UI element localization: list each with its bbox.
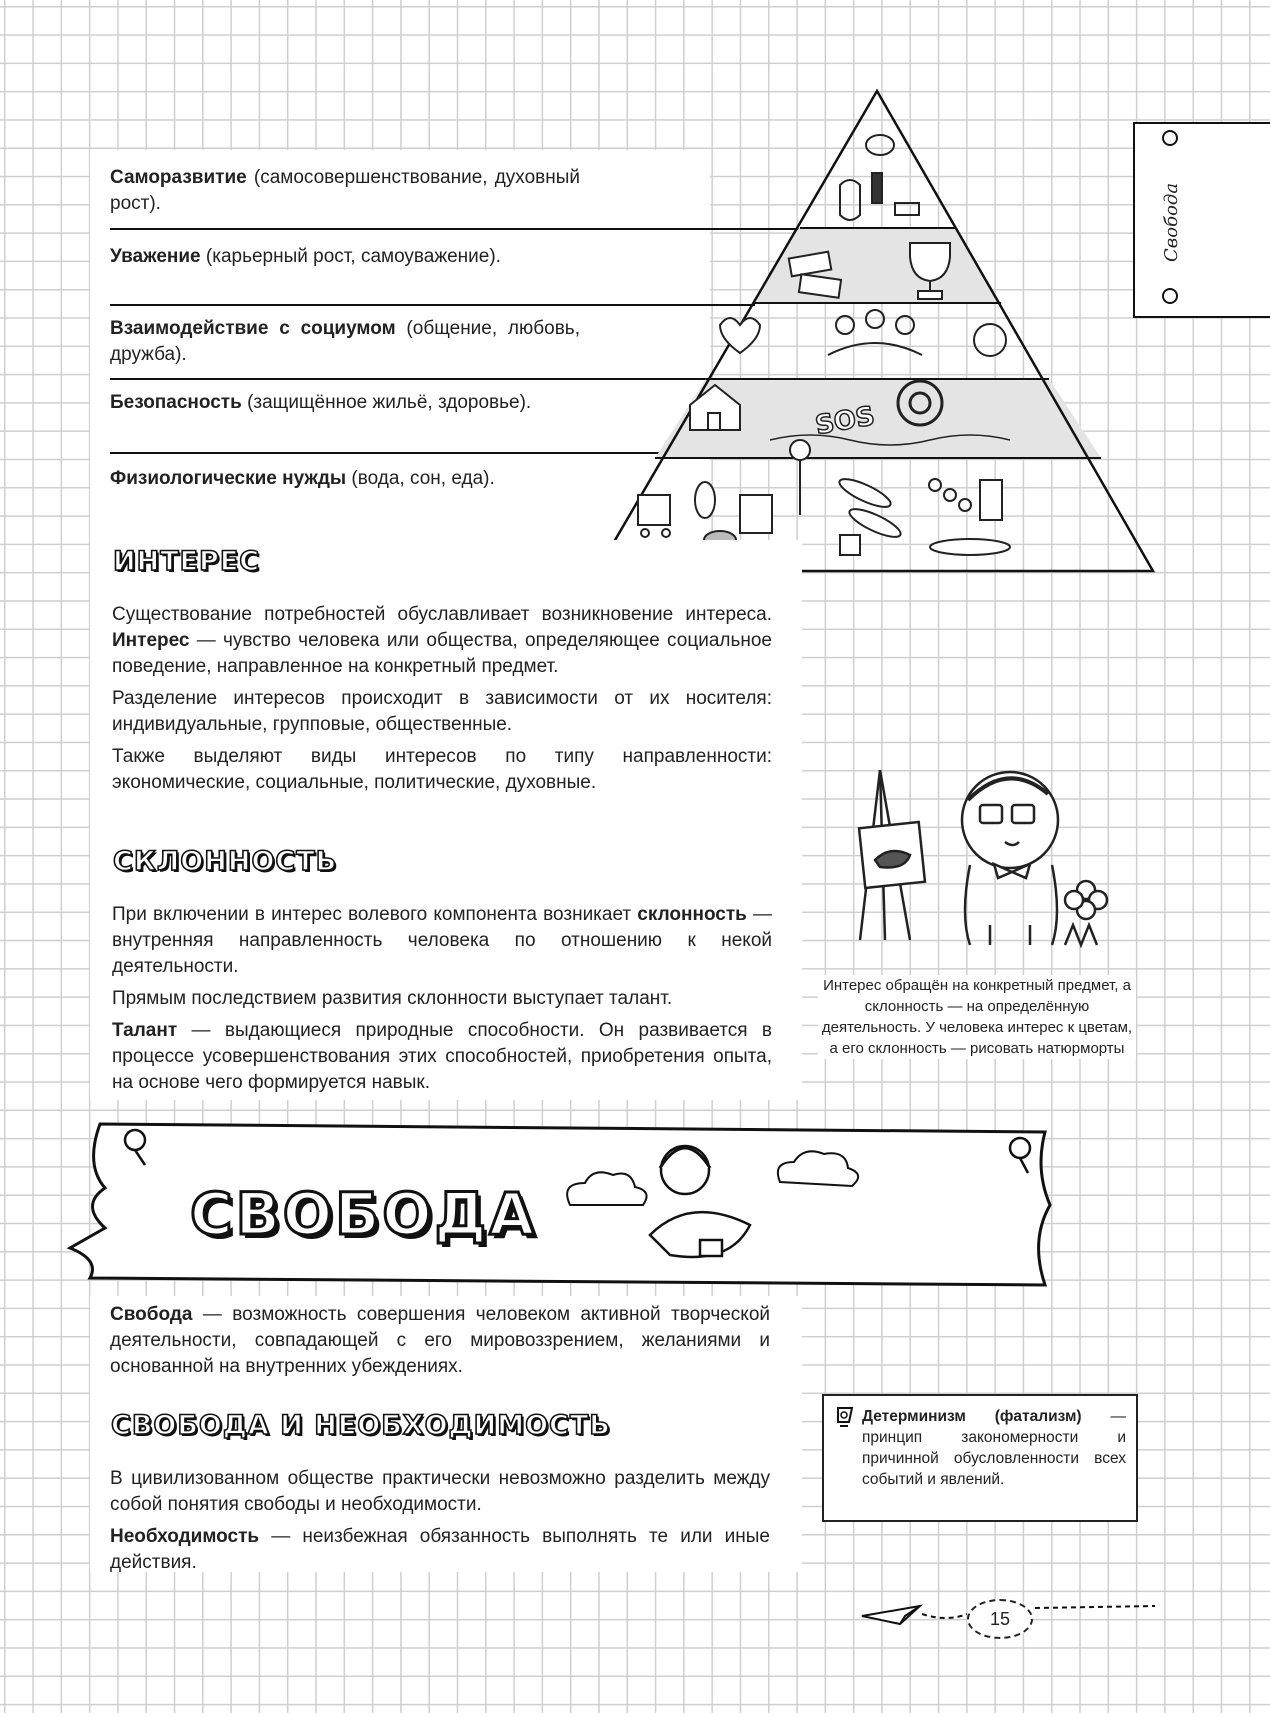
- determinism-note: [822, 1394, 1138, 1522]
- inclination-text: [112, 902, 772, 1102]
- interest-paragraph: Существование потребностей обуславливает возникновение интереса. Интерес — чувство человека или общества, определяющее социальное поведение, направленное на конкретный предмет.: [112, 604, 772, 677]
- interest-text: [112, 602, 772, 802]
- determinism-text: Детерминизм (фатализм) — принцип закономерности и причинной обусловленности всех событий и явлений.: [862, 1408, 1126, 1488]
- sos-label: SOS: [813, 401, 877, 442]
- needs-pyramid-illustration: [590, 85, 1160, 575]
- illustration-caption: Интерес обращён на конкретный предмет, а склонность — на определённую деятельность. У человека интерес к цветам, а его склонность — рисовать натюрморты: [818, 975, 1136, 1059]
- necessity-paragraph: Необходимость — неизбежная обязанность выполнять те или иные действия.: [110, 1526, 770, 1573]
- interest-paragraph: Разделение интересов происходит в зависимости от их носителя: индивидуальные, групповые, общественные.: [112, 688, 772, 735]
- lightbulb-icon: [830, 1404, 856, 1430]
- section-heading-interest: ИНТЕРЕС: [113, 546, 261, 577]
- pyramid-row-physiology: Физиологические нужды (вода, сон, еда).: [110, 468, 495, 489]
- pyramid-row-safety: Безопасность (защищённое жильё, здоровье).: [110, 392, 532, 413]
- people-hearts-icon: [720, 310, 1006, 356]
- freedom-paragraph: Свобода — возможность совершения человеком активной творческой деятельности, совпадающей с его мировоззрением, желаниями и основанной на внутренних убеждениях.: [110, 1304, 770, 1377]
- banner-title: СВОБОДА: [190, 1180, 538, 1248]
- pyramid-row-society: Взаимодействие с социумом (общение, любовь, дружба).: [110, 318, 580, 365]
- section-heading-inclination: СКЛОННОСТЬ: [113, 846, 338, 877]
- inclination-paragraph: Талант — выдающиеся природные способности. Он развивается в процессе усовершенствования этих способностей, приобретения опыта, на основе чего формируется навык.: [112, 1020, 772, 1093]
- painter-illustration: [840, 760, 1120, 950]
- pyramid-row-respect: Уважение (карьерный рост, самоуважение).: [110, 246, 501, 267]
- pyramid-divider: [110, 452, 670, 454]
- page-number: 15: [967, 1599, 1033, 1639]
- art-icon: [840, 135, 919, 220]
- inclination-paragraph: Прямым последствием развития склонности выступает талант.: [112, 988, 673, 1009]
- necessity-paragraph: В цивилизованном обществе практически невозможно разделить между собой понятия свободы и необходимости.: [110, 1468, 770, 1515]
- freedom-necessity-text: [110, 1466, 770, 1582]
- pyramid-row-selfdevelopment: Саморазвитие (самосовершенствование, духовный рост).: [110, 167, 580, 214]
- freedom-definition: [110, 1302, 770, 1386]
- chapter-tab[interactable]: [1133, 122, 1270, 318]
- chapter-tab-label: Свобода: [1161, 182, 1182, 262]
- inclination-paragraph: При включении в интерес волевого компонента возникает склонность — внутренняя направленность человека по отношению к некой деятельности.: [112, 904, 773, 977]
- interest-paragraph: Также выделяют виды интересов по типу направленности: экономические, социальные, политические, духовные.: [112, 746, 772, 793]
- section-heading-freedom-necessity: СВОБОДА И НЕОБХОДИМОСТЬ: [111, 1410, 611, 1441]
